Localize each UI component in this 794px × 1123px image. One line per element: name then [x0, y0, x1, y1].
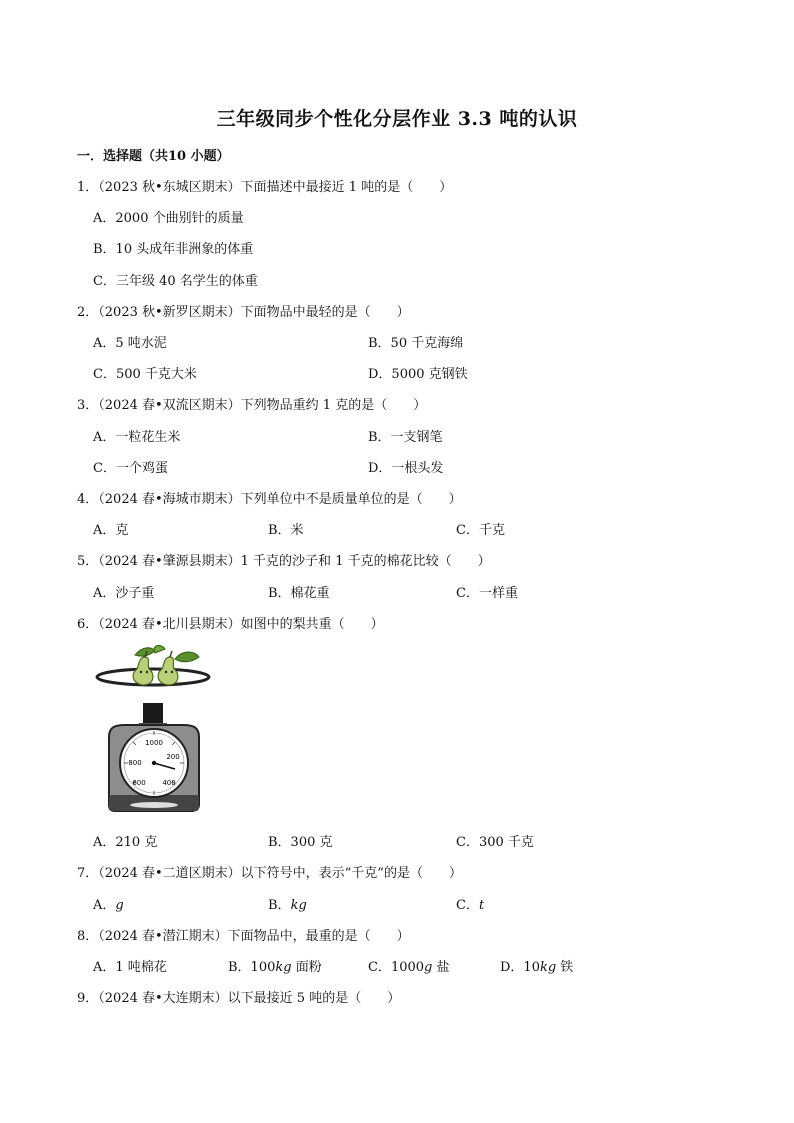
question-3: 3．（2024 春•双流区期末）下列物品重约 1 克的是（ ）: [77, 398, 427, 413]
scale-neck: [143, 703, 163, 725]
q2-option-a: A．5 吨水泥: [93, 336, 167, 351]
pear-scale-figure: [95, 645, 220, 815]
q7-option-a: A．g: [93, 898, 124, 913]
q3-option-d: D．一根头发: [368, 461, 444, 476]
q3-option-b: B．一支钢笔: [368, 430, 443, 445]
q6-option-b: B．300 克: [268, 835, 333, 850]
q8-option-b: B．100kg 面粉: [228, 960, 322, 975]
q2-option-d: D．5000 克钢铁: [368, 367, 468, 382]
q8-option-c: C．1000g 盐: [368, 960, 450, 975]
q1-option-c: C．三年级 40 名学生的体重: [93, 274, 258, 289]
q5-option-b: B．棉花重: [268, 586, 330, 601]
q2-option-b: B．50 千克海绵: [368, 336, 464, 351]
q6-option-c: C．300 千克: [456, 835, 534, 850]
q8-option-d: D．10kg 铁: [500, 960, 574, 975]
q4-option-c: C．千克: [456, 523, 505, 538]
q2-option-c: C．500 千克大米: [93, 367, 197, 382]
q1-option-b: B．10 头成年非洲象的体重: [93, 242, 254, 257]
q6-option-a: A．210 克: [93, 835, 158, 850]
question-9: 9．（2024 春•大连期末）以下最接近 5 吨的是（ ）: [77, 991, 401, 1006]
q8-option-a: A．1 吨棉花: [93, 960, 167, 975]
q7-option-b: B．kg: [268, 898, 307, 913]
pear-leaf: [175, 652, 199, 662]
q4-option-b: B．米: [268, 523, 304, 538]
question-7: 7．（2024 春•二道区期末）以下符号中，表示“千克”的是（ ）: [77, 866, 462, 881]
dial-mark-400: 400: [162, 779, 176, 787]
dial-mark-200: 200: [166, 753, 180, 761]
page-title: 三年级同步个性化分层作业 3.3 吨的认识: [216, 108, 578, 130]
q3-option-a: A．一粒花生米: [93, 430, 181, 445]
question-6: 6．（2024 春•北川县期末）如图中的梨共重（ ）: [77, 617, 384, 632]
q5-option-c: C．一样重: [456, 586, 518, 601]
q4-option-a: A．克: [93, 523, 129, 538]
q5-option-a: A．沙子重: [93, 586, 155, 601]
question-1: 1．（2023 秋•东城区期末）下面描述中最接近 1 吨的是（ ）: [77, 180, 453, 195]
question-5: 5．（2024 春•肇源县期末）1 千克的沙子和 1 千克的棉花比较（ ）: [77, 554, 491, 569]
q1-option-a: A．2000 个曲别针的质量: [93, 211, 244, 226]
dial-mark-1000: 1000: [145, 739, 163, 747]
q3-option-c: C．一个鸡蛋: [93, 461, 168, 476]
section-heading: 一．选择题（共10 小题）: [77, 149, 230, 164]
dial-mark-600: 600: [132, 779, 146, 787]
dial-mark-800: 800: [128, 759, 142, 767]
q7-option-c: C．t: [456, 898, 485, 913]
question-4: 4．（2024 春•海城市期末）下列单位中不是质量单位的是（ ）: [77, 492, 462, 507]
question-8: 8．（2024 春•潜江期末）下面物品中，最重的是（ ）: [77, 929, 410, 944]
question-2: 2．（2023 秋•新罗区期末）下面物品中最轻的是（ ）: [77, 305, 410, 320]
